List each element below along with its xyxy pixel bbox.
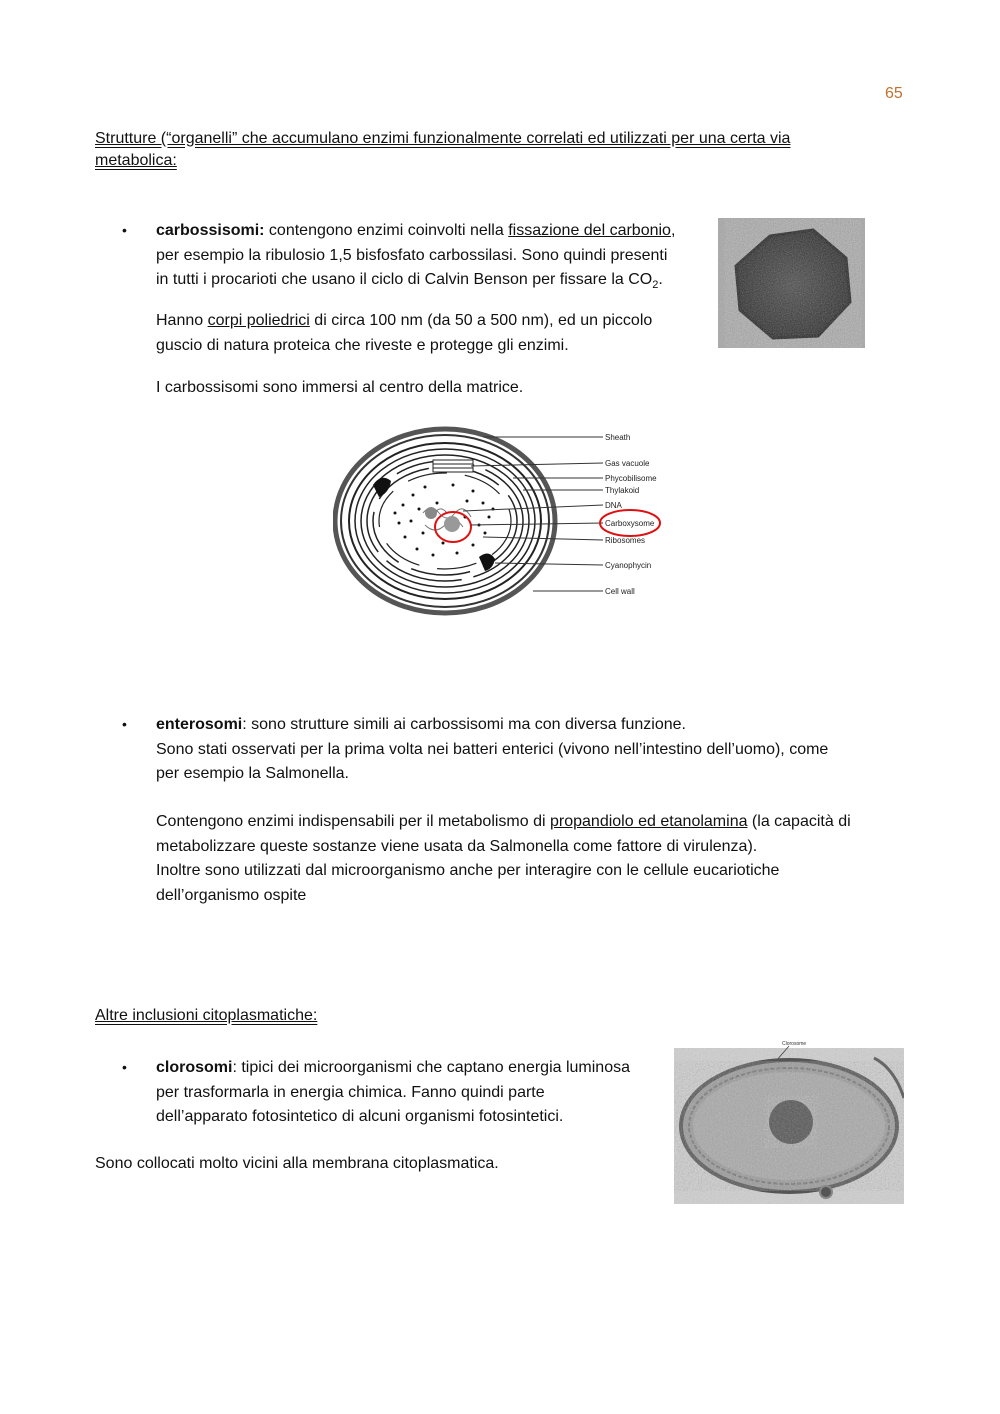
label-gas-vacuole: Gas vacuole [605,459,650,468]
text: per trasformarla in energia chimica. Fanno quindi parte [156,1083,545,1101]
bullet-clorosomi: • [122,1059,127,1075]
text: guscio di natura proteica che riveste e protegge gli enzimi. [156,336,569,354]
text: Hanno [156,312,208,329]
label-clorosome: Clorosome [782,1041,807,1047]
cyanobacterium-diagram [333,425,673,617]
label-cell-wall: Cell wall [605,587,635,596]
carbossisomi-paragraph-3: I carbossisomi sono immersi al centro della matrice. [156,379,524,396]
link-fissazione-carbonio: fissazione del carbonio [508,222,671,239]
label-ribosomes: Ribosomes [605,536,646,545]
text: Contengono enzimi indispensabili per il metabolismo di [156,813,550,830]
carboxysome-micrograph [718,218,865,348]
link-corpi-poliedrici: corpi poliedrici [207,312,310,329]
text: Sono stati osservati per la prima volta nei batteri enterici (vivono nell’intestino dell’uomo), come [156,740,829,758]
text: : tipici dei microorganismi che captano energia luminosa [232,1059,630,1076]
term-enterosomi: enterosomi [156,716,243,733]
text: : sono strutture simili ai carbossisomi ma con diversa funzione. [242,716,686,733]
link-propandiolo-etanolamina: propandiolo ed etanolamina [550,813,748,830]
text: in tutti i procarioti che usano il ciclo di Calvin Benson per fissare la CO [156,271,653,288]
label-carboxysome: Carboxysome [605,519,655,528]
text: dell’organismo ospite [156,886,307,904]
clorosomi-note: Sono collocati molto vicini alla membrana citoplasmatica. [95,1155,499,1172]
text: dell’apparato fotosintetico di alcuni organismi fotosintetici. [156,1108,564,1125]
bullet-carbossisomi: • [122,222,127,238]
text: (la capacità di [747,813,851,830]
heading-line-1: Strutture (“organelli” che accumulano enzimi funzionalmente correlati ed utilizzati per una certa via [95,130,791,147]
label-dna: DNA [605,501,622,510]
chlorosome-micrograph [674,1038,904,1204]
term-carbossisomi: carbossisomi: [156,222,265,239]
label-cyanophycin: Cyanophycin [605,561,652,570]
carbossisomi-paragraph-2 [156,309,716,358]
clorosomi-paragraph [156,1056,666,1130]
text: contengono enzimi coinvolti nella [264,222,509,239]
enterosomi-paragraph-2 [156,810,936,908]
subscript: 2 [652,279,659,292]
text: , [670,222,676,239]
term-clorosomi: clorosomi [156,1059,233,1076]
text: per esempio la Salmonella. [156,765,349,782]
text: di circa 100 nm (da 50 a 500 nm), ed un piccolo [309,312,653,329]
label-phycobilisome: Phycobilisome [605,474,657,483]
enterosomi-paragraph-1 [156,713,916,787]
text: per esempio la ribulosio 1,5 bisfosfato carbossilasi. Sono quindi presenti [156,246,668,264]
bullet-enterosomi: • [122,716,127,732]
text: metabolizzare queste sostanze viene usata da Salmonella come fattore di virulenza). [156,837,758,855]
text: . [658,271,663,288]
section-heading-structures [95,128,790,172]
heading-line-2: metabolica: [95,152,177,169]
page-number: 65 [885,85,903,102]
text: Inoltre sono utilizzati dal microorganismo anche per interagire con le cellule eucariotiche [156,862,780,879]
label-thylakoid: Thylakoid [605,486,640,495]
label-sheath: Sheath [605,433,631,442]
carbossisomi-paragraph-1 [156,219,716,298]
section-heading-other-inclusions: Altre inclusioni citoplasmatiche: [95,1007,318,1024]
